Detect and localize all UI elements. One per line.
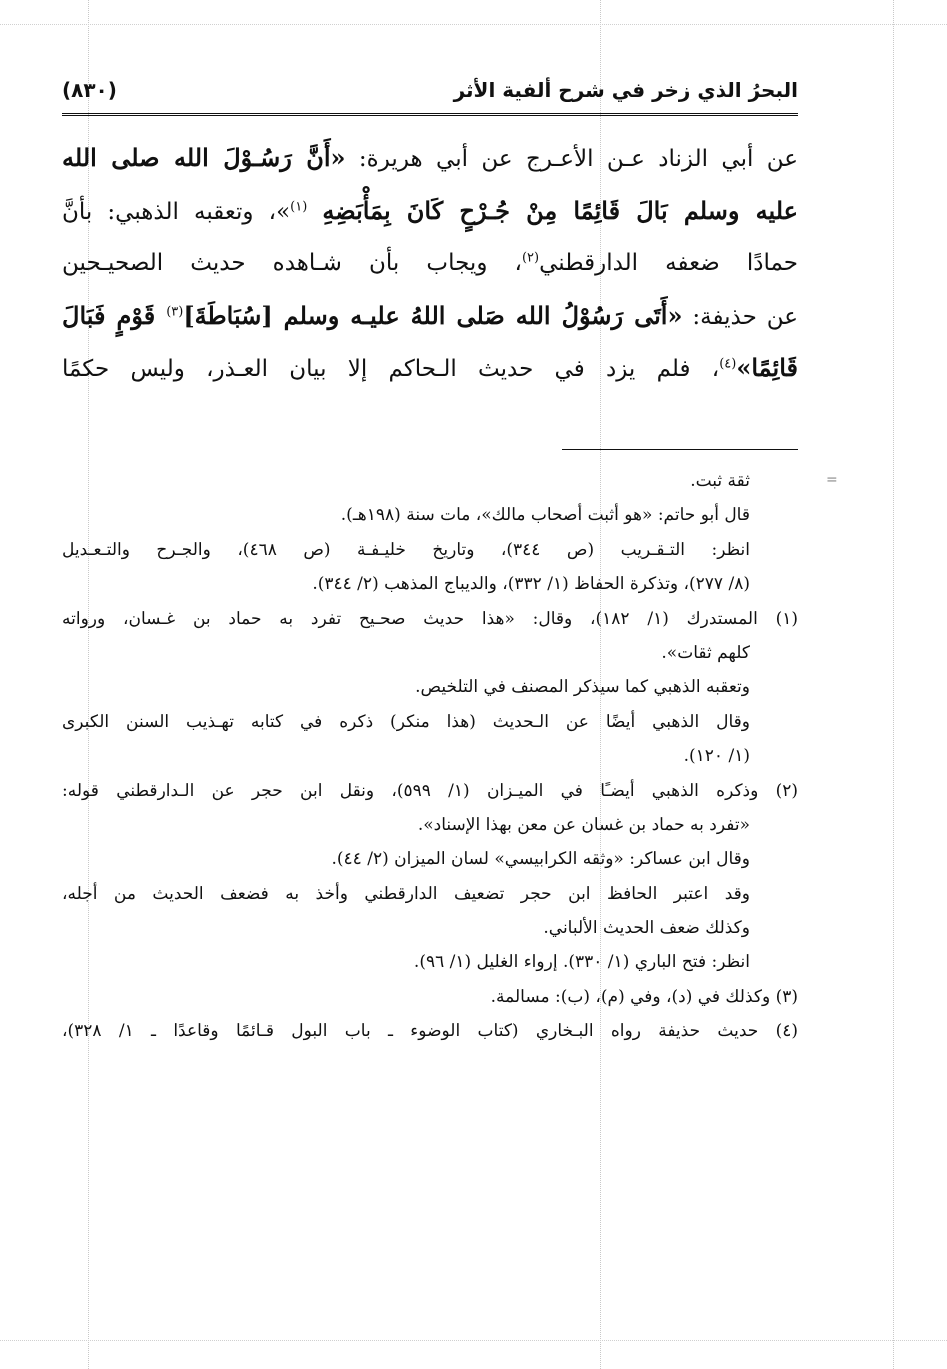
footnote-line: ثقة ثبت.	[690, 471, 750, 491]
hadith-quote: قَوْمٍ فَبَالَ	[62, 300, 167, 330]
footnote-ref: (٢)	[521, 250, 540, 266]
main-line-3	[62, 237, 798, 290]
footnote-3: (٣) وكذلك في (د)، وفي (م)، (ب): مسالمة.	[490, 986, 798, 1007]
main-line-1	[62, 132, 798, 185]
book-title: البحرُ الذي زخر في شرح ألفية الأثر	[453, 78, 798, 102]
main-text-segment: ، ويجاب بأن شـاهده حديث الصحيـحين	[62, 250, 522, 277]
main-text-segment: »، وتعقبه الذهبي: بأنَّ	[62, 198, 291, 225]
main-line-5	[62, 342, 798, 395]
footnote-separator	[562, 449, 798, 450]
main-text-segment: حمادًا ضعفه الدارقطني	[539, 250, 798, 277]
footnote-line: «تفرد به حماد بن غسان عن معن بهذا الإسناد».	[417, 814, 750, 835]
margin-mark: =	[826, 472, 838, 488]
hadith-quote: «أَتَى رَسُوْلُ الله صَلى اللهُ عليـه وسلم [سُبَاطَةَ]	[183, 300, 683, 330]
main-line-4	[62, 290, 798, 343]
footnotes	[62, 464, 798, 1049]
page-number: (٨٣٠)	[62, 78, 117, 102]
footnote-line: وتعقبه الذهبي كما سيذكر المصنف في التلخيص.	[415, 677, 750, 698]
main-text-segment: ، فلم يزد في حديث الـحاكم إلا بيان العـذر، وليس حكمًا	[62, 356, 720, 383]
footnote-line: كلهم ثقات».	[661, 642, 750, 663]
footnote-1: (١) المستدرك (١/ ١٨٢)، وقال: «هذا حديث صحـيح تفرد به حماد بن غـسان، ورواته	[62, 608, 798, 629]
footnote-line: وكذلك ضعف الحديث الألباني.	[543, 918, 750, 939]
main-text-segment: عن حذيفة:	[682, 303, 798, 330]
footnote-line: قال أبو حاتم: «هو أثبت أصحاب مالك»، مات سنة (١٩٨هـ).	[340, 505, 750, 526]
page-header	[62, 70, 798, 116]
main-line-2	[62, 185, 798, 238]
footnote-line: انظر: فتح الباري (١/ ٣٣٠). إرواء الغليل (١/ ٩٦).	[413, 952, 750, 973]
scan-guide-line	[0, 24, 947, 25]
footnote-4: (٤) حديث حذيفة رواه البـخاري (كتاب الوضوء ـ باب البول قـائمًا وقاعدًا ـ ١/ ٣٢٨)،	[62, 1021, 798, 1042]
header-rule	[62, 113, 798, 116]
footnote-2: (٢) وذكره الذهبي أيضـًا في الميـزان (١/ ٥٩٩)، ونقل ابن حجر عن الـدارقطني قوله:	[62, 780, 798, 801]
scan-guide-line	[893, 0, 894, 1369]
footnote-ref: (٣)	[166, 304, 184, 320]
scan-guide-line	[0, 1340, 947, 1341]
hadith-quote: عليه وسلم بَالَ قَائِمًا مِنْ جُـرْحٍ كَانَ بِمَأْبَضِهِ	[322, 195, 798, 225]
hadith-quote: قَائِمًا»	[736, 353, 798, 383]
footnote-line: (١/ ١٢٠).	[683, 746, 750, 767]
footnote-line: (٨/ ٢٧٧)، وتذكرة الحفاظ (١/ ٣٣٢)، والديباج المذهب (٢/ ٣٤٤).	[312, 574, 750, 595]
hadith-quote: «أَنَّ رَسُـوْلَ الله صلى الله	[62, 143, 346, 172]
footnote-line: وقال ابن عساكر: «وثقه الكرابيسي» لسان الميزان (٢/ ٤٤).	[331, 849, 750, 870]
footnote-ref: (٤)	[719, 356, 737, 372]
footnote-line: انظر: التـقـريب (ص ٣٤٤)، وتاريخ خليـفـة (ص ٤٦٨)، والجـرح والتـعـديل	[62, 539, 750, 560]
footnote-line: وقد اعتبر الحافظ ابن حجر تضعيف الدارقطني وأخذ به فضعف الحديث من أجله،	[62, 883, 750, 904]
main-text	[62, 132, 798, 395]
footnote-line: وقال الذهبي أيضًا عن الـحديث (هذا منكر) ذكره في كتابه تهـذيب السنن الكبرى	[62, 711, 750, 732]
main-text-segment: عن أبي الزناد عـن الأعـرج عن أبي هريرة:	[345, 146, 798, 172]
footnote-ref: (١)	[290, 198, 308, 214]
